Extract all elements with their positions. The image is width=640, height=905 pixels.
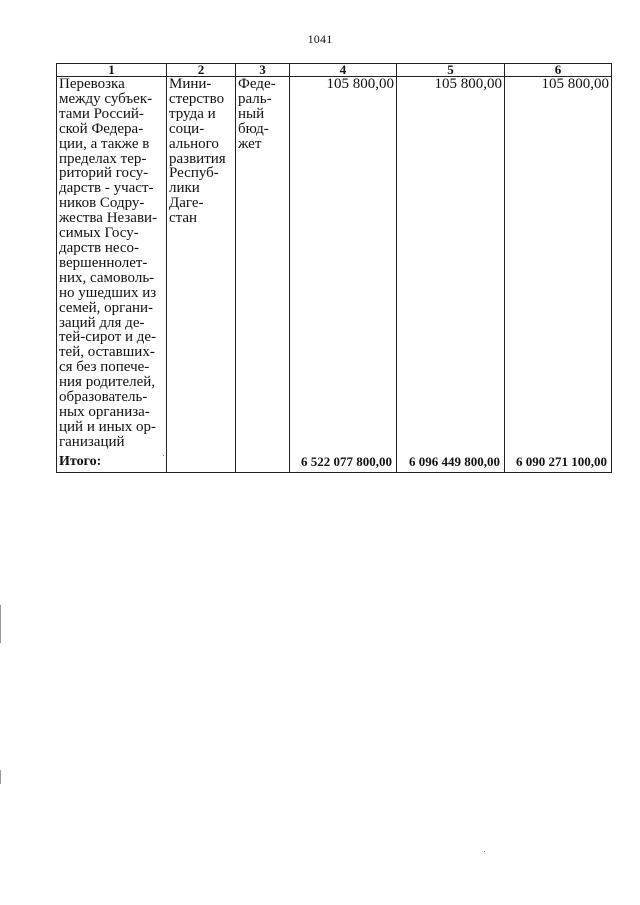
value-col-5-cell: 105 800,00 <box>397 77 505 450</box>
column-header-4: 4 <box>290 64 397 77</box>
total-empty-cell-2 <box>167 450 236 473</box>
scan-speck <box>163 455 164 456</box>
scan-edge-mark <box>0 770 1 784</box>
total-value-col-6: 6 090 271 100,00 <box>505 450 612 473</box>
ministry-cell: Мини- стерство труда и соци- ального развития Респуб- лики Даге- стан <box>167 77 236 450</box>
total-value-col-4: 6 522 077 800,00 <box>290 450 397 473</box>
budget-table <box>56 63 612 473</box>
column-header-6: 6 <box>505 64 612 77</box>
value-col-4-cell: 105 800,00 <box>290 77 397 450</box>
total-row <box>57 450 612 473</box>
column-header-3: 3 <box>236 64 290 77</box>
table-row <box>57 77 612 450</box>
budget-source-cell: Феде- раль- ный бюд- жет <box>236 77 290 450</box>
page-number: 1041 <box>307 32 333 46</box>
scan-speck <box>484 851 485 852</box>
scan-edge-mark <box>0 605 1 643</box>
column-header-1: 1 <box>57 64 167 77</box>
column-header-2: 2 <box>167 64 236 77</box>
total-label: Итого: <box>57 450 167 473</box>
total-empty-cell-3 <box>236 450 290 473</box>
value-col-6-cell: 105 800,00 <box>505 77 612 450</box>
column-header-5: 5 <box>397 64 505 77</box>
total-value-col-5: 6 096 449 800,00 <box>397 450 505 473</box>
purpose-cell: Перевозка между субъек- тами Россий- ской Федера- ции, а также в пределах тер- риторий госу- дарств - участ- ников Содру- жества Незави- симых Госу- дарств несо- вершеннолет- них, самоволь- но ушедших из семей, органи- заций для де- тей-сирот и де- тей, оставших- ся без попече- ния родителей, образователь- ных организа- ций и иных ор- ганизаций <box>57 77 167 450</box>
header-row <box>57 64 612 77</box>
